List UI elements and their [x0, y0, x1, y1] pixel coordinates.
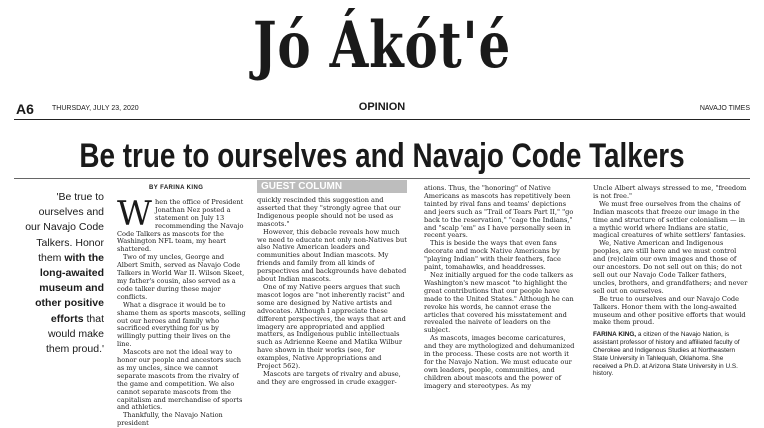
paragraph: ations. Thus, the "honoring" of Native Americans as mascots has repetitively been tainted by rival fans and teams' depictions and jeers such as "Trail of Tears Part II," "go back to the reservation," "cage the Indians," and "scalp 'em" as I have personally seen in recent years.	[424, 184, 574, 240]
section-name: OPINION	[358, 101, 406, 113]
author-name: FARINA KING,	[593, 331, 637, 339]
article-column-4	[593, 185, 749, 403]
paragraph: Two of my uncles, George and Albert Smith, served as Navajo Code Talkers in World War II. Wilson Skeet, my father's cousin, also served as a code talker during these major conflicts.	[117, 253, 245, 301]
paragraph: quickly rescinded this suggestion and asserted that they "strongly agree that our Indigenous people should not be used as mascots."	[257, 196, 401, 228]
publication-name: NAVAJO TIMES	[699, 105, 750, 112]
pull-quote-end: that would make them proud.'	[45, 312, 104, 356]
paragraph: We must free ourselves from the chains of Indian mascots that freeze our image in the time and structure of settler colonialism — in a mythic world where Indians are static, magical creatures of white settlers' fantasies.	[593, 199, 746, 240]
article-column-3	[424, 185, 578, 403]
paragraph: As mascots, images become caricatures, and they are mythologized and dehumanized in the process. These costs are not worth it for the Navajo Nation. We must educate our own leaders, people, communities, and children about mascots and the power of imagery and stereotypes. As my	[424, 334, 575, 390]
masthead: Jó Ákót'é	[252, 8, 512, 83]
paragraph: Mascots are not the ideal way to honor our people and ancestors such as my uncles, since we cannot separate mascots from the rivalry of the game and competition. We also cannot separate mascots from the capitalism and merchandise of sports and athletics.	[117, 348, 243, 412]
pull-quote-plain: 'Be true to ourselves and our Navajo Code Talkers. Honor them	[25, 191, 104, 264]
byline: BY FARINA KING	[149, 185, 204, 191]
paragraph: One of my Native peers argues that such mascot logos are "not inherently racist" and some are designed by Native artists and advocates. Although I appreciate these different perspectives, the ways that art and imagery are appropriated and applied matters, as Indigenous public intellectuals such as Adrienne Keene and Matika Wilbur have shown in their works (see, for examples, Native Appropriations and Project 562).	[257, 282, 406, 371]
paragraph: Nez initially argued for the code talkers as Washington's new mascot "to highlight the great contributions that our people have made to the United States." Although he can revoke his words, he cannot erase the articles that covered his misstatement and revealed the naivete of leaders on the subject.	[424, 270, 574, 335]
folio-bar	[14, 100, 750, 118]
page-number: A6	[16, 101, 34, 117]
paragraph: Mascots are targets of rivalry and abuse, and they are engrossed in crude exagger-	[257, 369, 401, 386]
paragraph: hen the office of President Jonathan Nez posted a statement on July 13 recommending the Navajo Code Talkers as mascots for the Washington NFL team, my heart shattered.	[117, 197, 244, 254]
pull-quote-bold: with the long-awaited museum and other positive efforts	[35, 251, 104, 325]
paragraph: Be true to ourselves and our Navajo Code Talkers. Honor them with the long-awaited museum and other positive efforts that would make them proud.	[593, 294, 746, 327]
paragraph: This is beside the ways that even fans decorate and mock Native Americans by "playing Indian" with their feathers, face paint, tomahawks, and headdresses.	[424, 239, 561, 272]
guest-column-label: GUEST COLUMN	[257, 180, 407, 193]
folio-rule	[14, 119, 750, 120]
headline: Be true to ourselves and Navajo Code Talkers	[79, 137, 685, 175]
author-bio	[593, 331, 749, 378]
issue-date: THURSDAY, JULY 23, 2020	[52, 105, 139, 112]
headline-rule	[14, 178, 750, 179]
drop-cap: W	[117, 193, 152, 234]
author-bio-text: a citizen of the Navajo Nation, is assistant professor of history and affiliated faculty of Cherokee and Indigenous Studies at Northeastern State University in Tahlequah, Oklahoma. She received a Ph.D. at Arizona State University in U.S. history.	[593, 331, 740, 378]
paragraph: We, Native American and Indigenous peoples, are still here and we must control and (re)claim our own images and those of our ancestors. Do not sell out on this; do not sell out our Navajo Code Talker fathers, uncles, brothers, and grandfathers; and never sell out on ourselves.	[593, 239, 748, 295]
article-column-2	[257, 180, 407, 403]
pull-quote	[22, 190, 104, 357]
paragraph: Uncle Albert always stressed to me, "freedom is not free."	[593, 184, 747, 200]
paragraph: However, this debacle reveals how much we need to educate not only non-Natives but also Native American leaders and communities about Indian mascots. My friends and family from all kinds of perspectives and backgrounds have debated about Indian mascots.	[257, 227, 407, 284]
paragraph: Thankfully, the Navajo Nation president	[117, 411, 223, 428]
paragraph: What a disgrace it would be to shame them as sports mascots, selling out our heroes and family who sacrificed everything for us by willingly putting their lives on the line.	[117, 300, 246, 349]
article-column-1	[117, 185, 247, 428]
